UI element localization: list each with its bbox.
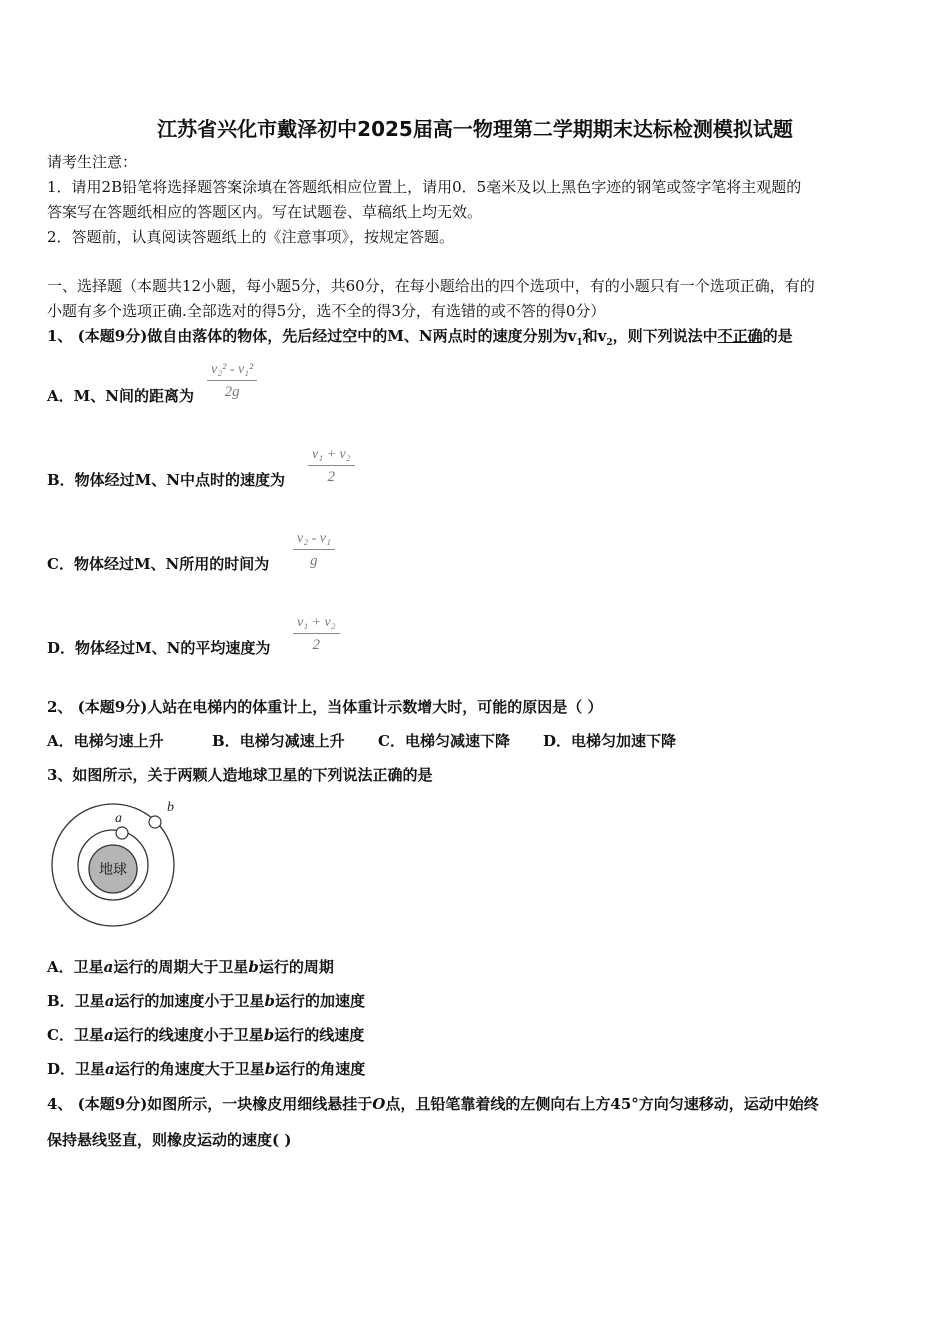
q1-fraction-b: v₁ + v₂ 2 — [308, 447, 355, 485]
notice-line-2: 答案写在答题纸相应的答题区内。写在试题卷、草稿纸上均无效。 — [47, 203, 483, 221]
q4-line-2: 保持悬线竖直，则橡皮运动的速度( ) — [47, 1131, 292, 1149]
q3-option-d: D．卫星a运行的角速度大于卫星b运行的角速度 — [47, 1060, 366, 1078]
q2-stem: 2、 (本题9分)人站在电梯内的体重计上，当体重计示数增大时，可能的原因是（ ） — [47, 698, 603, 716]
q1-fraction-c: v₂ - v₁ g — [293, 531, 335, 569]
q3-option-a: A．卫星a运行的周期大于卫星b运行的周期 — [47, 958, 334, 976]
q3-option-b: B．卫星a运行的加速度小于卫星b运行的加速度 — [47, 992, 365, 1010]
q1-option-c: C．物体经过M、N所用的时间为 — [47, 555, 270, 573]
q2-option-b: B．电梯匀减速上升 — [212, 732, 345, 750]
q1-fraction-a: v₂² - v₁² 2g — [207, 362, 257, 400]
satellite-orbit-figure — [45, 795, 185, 927]
notice-line-3: 2．答题前，认真阅读答题纸上的《注意事项》，按规定答题。 — [47, 228, 455, 246]
q2-option-d: D．电梯匀加速下降 — [543, 732, 677, 750]
q3-option-c: C．卫星a运行的线速度小于卫星b运行的线速度 — [47, 1026, 365, 1044]
satellite-a-label: a — [115, 811, 122, 826]
section-line-2: 小题有多个选项正确.全部选对的得5分，选不全的得3分，有选错的或不答的得0分） — [47, 302, 606, 320]
notice-line-1: 1．请用2B铅笔将选择题答案涂填在答题纸相应位置上，请用0．5毫米及以上黑色字迹的钢笔或签字笔将主观题的 — [47, 178, 802, 196]
satellite-b-label: b — [167, 800, 174, 815]
satellite-a — [116, 827, 128, 839]
section-line-1: 一、选择题（本题共12小题，每小题5分，共60分，在每小题给出的四个选项中，有的小题只有一个选项正确，有的 — [47, 277, 815, 295]
q2-option-a: A．电梯匀速上升 — [47, 732, 164, 750]
q1-option-d: D．物体经过M、N的平均速度为 — [47, 639, 271, 657]
notice-heading: 请考生注意： — [47, 153, 138, 171]
q1-stem: 1、 (本题9分)做自由落体的物体，先后经过空中的M、N两点时的速度分别为$v_1$和$v_2$，则下列说法中不正确的是 — [47, 327, 793, 348]
q3-stem: 3、如图所示，关于两颗人造地球卫星的下列说法正确的是 — [47, 766, 433, 784]
q2-option-c: C．电梯匀减速下降 — [378, 732, 510, 750]
q1-fraction-d: v₁ + v₂ 2 — [293, 615, 340, 653]
satellite-b — [149, 816, 161, 828]
q4-line-1: 4、 (本题9分)如图所示，一块橡皮用细线悬挂于O点，且铅笔靠着线的左侧向右上方45°方向匀速移动，运动中始终 — [47, 1095, 819, 1113]
earth-label: 地球 — [99, 862, 127, 878]
q1-option-a: A．M、N间的距离为 — [47, 387, 194, 405]
page-title: 江苏省兴化市戴泽初中2025届高一物理第二学期期末达标检测模拟试题 — [157, 117, 793, 141]
q1-option-b: B．物体经过M、N中点时的速度为 — [47, 471, 285, 489]
